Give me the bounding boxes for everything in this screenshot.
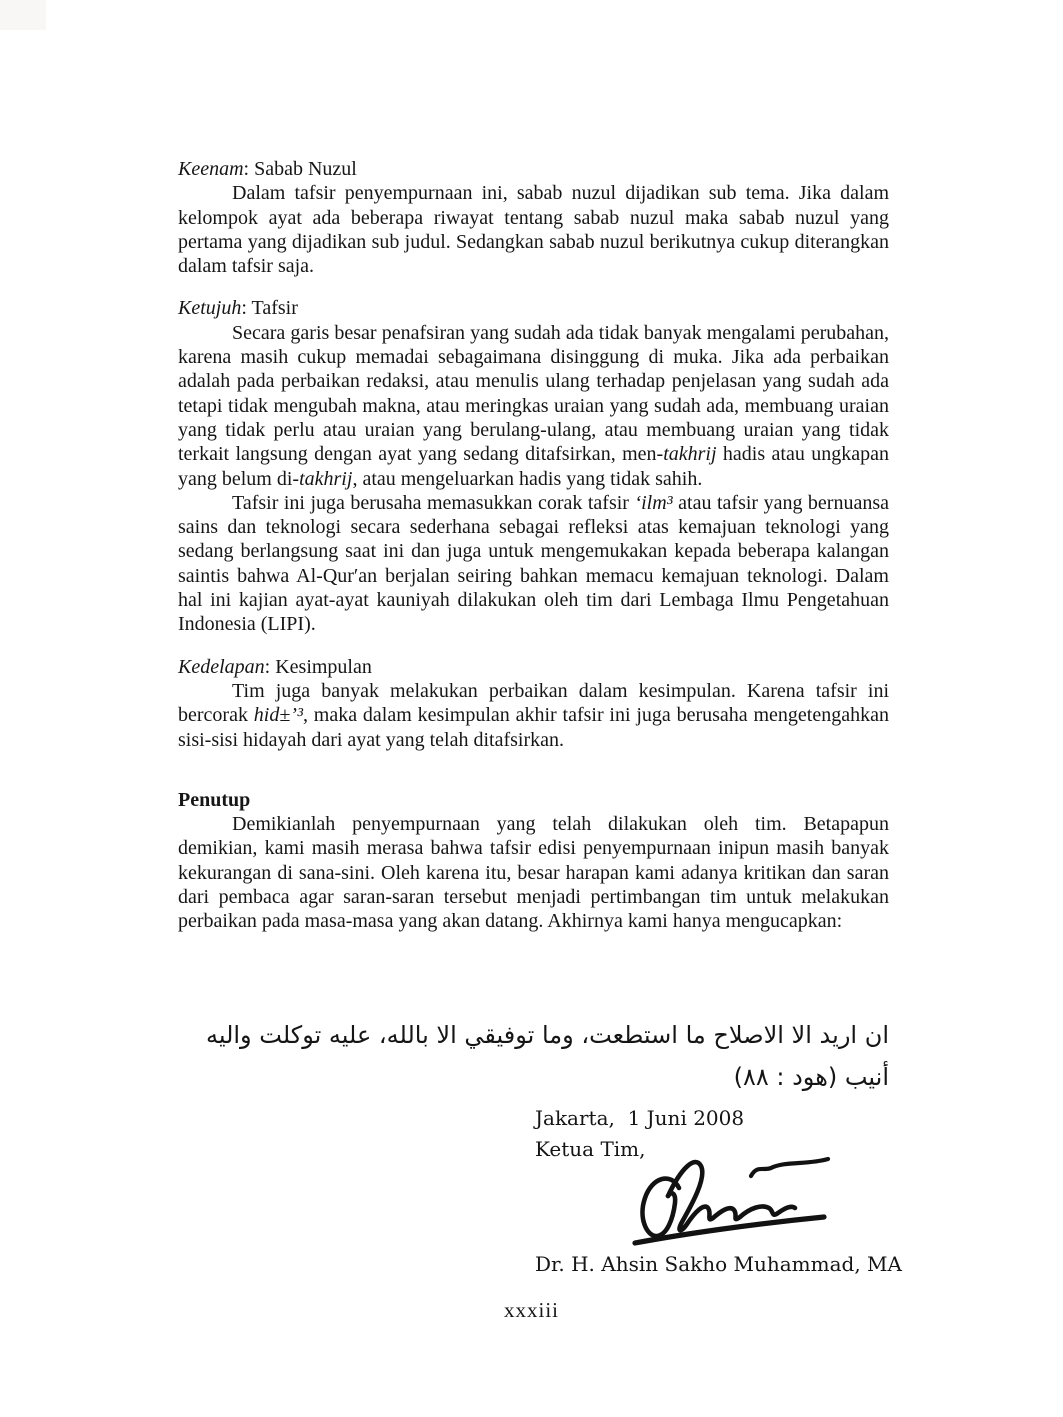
section-heading-ketujuh xyxy=(178,296,889,320)
paragraph xyxy=(178,679,889,752)
paragraph-text: , atau mengeluarkan hadis yang tidak sahih. xyxy=(352,467,703,490)
paragraph-text: Dalam tafsir penyempurnaan ini, sabab nuzul dijadikan sub tema. Jika dalam kelompok ayat ada beberapa riwayat tentang sabab nuzul maka sabab nuzul yang pertama yang dijadikan sub judul. Sedangkan sabab nuzul berikutnya cukup diterangkan dalam tafsir saja. xyxy=(178,182,889,278)
paragraph xyxy=(178,321,889,491)
page-number: xxxiii xyxy=(503,1298,559,1322)
heading-title: : Kesimpulan xyxy=(264,655,372,678)
heading-title: : Tafsir xyxy=(241,297,298,320)
signature-place-date: Jakarta, 1 Juni 2008 xyxy=(535,1106,745,1130)
scan-artifact xyxy=(0,0,46,30)
section-keenam xyxy=(178,157,889,278)
section-penutup xyxy=(178,788,889,934)
heading-term: Ketujuh xyxy=(178,297,242,320)
section-kedelapan xyxy=(178,655,889,752)
paragraph-text: Secara garis besar penafsiran yang sudah ada tidak banyak mengalami perubahan, karena masih cukup memadai sebagaimana disinggung di muka. Jika ada perbaikan adalah pada perbaikan redaksi, atau menulis ulang terhadap penjelasan yang sudah ada tetapi tidak mengubah makna, atau meringkas uraian yang sudah ada, membuang uraian yang tidak perlu atau uraian yang berulang-ulang, atau membuang uraian yang tidak terkait langsung dengan ayat yang sedang ditafsirkan, men- xyxy=(178,321,889,466)
section-heading-penutup: Penutup xyxy=(178,788,251,811)
signature-role: Ketua Tim, xyxy=(535,1137,646,1161)
paragraph-text: Demikianlah penyempurnaan yang telah dilakukan oleh tim. Betapapun demikian, kami masih merasa bahwa tafsir edisi penyempurnaan inipun masih banyak kekurangan di sana-sini. Oleh karena itu, besar harapan kami adanya kritikan dan saran dari pembaca agar saran-saran tersebut menjadi pertimbangan tim untuk melakukan perbaikan pada masa-masa yang akan datang. Akhirnya kami hanya mengucapkan: xyxy=(178,813,889,933)
italic-term: ‘ilm³ xyxy=(634,491,673,514)
paragraph xyxy=(178,812,889,933)
arabic-verse: ان اريد الا الاصلاح ما استطعت، وما توفيقي الا بالله، عليه توكلت واليه أنيب (هود : ٨٨) xyxy=(205,1021,889,1091)
section-heading-kedelapan xyxy=(178,655,889,679)
paragraph-text: atau tafsir yang bernuansa sains dan teknologi secara sederhana sebagai refleksi atas kemajuan teknologi yang sedang berlangsung saat ini dan juga untuk mengemukakan kepada beberapa kalangan saintis bahwa Al-Qur′an berjalan seiring bahkan memacu kemajuan teknologi. Dalam hal ini kajian ayat-ayat kauniyah dilakukan oleh tim dari Lembaga Ilmu Pengetahuan Indonesia (LIPI). xyxy=(178,491,890,636)
signature-image xyxy=(621,1146,841,1248)
paragraph-text: , maka dalam kesimpulan akhir tafsir ini juga berusaha mengetengahkan sisi-sisi hidayah dari ayat yang telah ditafsirkan. xyxy=(178,704,889,751)
paragraph-text: Tafsir ini juga berusaha memasukkan corak tafsir xyxy=(232,491,635,514)
paragraph xyxy=(178,491,889,637)
page-body xyxy=(178,157,889,952)
signature-name: Dr. H. Ahsin Sakho Muhammad, MA xyxy=(535,1252,902,1276)
signature-block xyxy=(535,1106,955,1286)
italic-term: takhrij xyxy=(663,443,717,466)
heading-title: : Sabab Nuzul xyxy=(243,158,357,180)
section-heading-keenam xyxy=(178,157,889,181)
paragraph-text: hadis atau ungkapan yang belum di- xyxy=(178,443,890,490)
paragraph-text: Tim juga banyak melakukan perbaikan dalam kesimpulan. Karena tafsir ini bercorak xyxy=(178,679,889,727)
italic-term: hid±’³ xyxy=(253,704,303,727)
section-ketujuh xyxy=(178,296,889,636)
paragraph xyxy=(178,181,889,278)
heading-term: Kedelapan xyxy=(178,655,265,678)
italic-term: takhrij xyxy=(299,467,353,490)
heading-term: Keenam xyxy=(178,158,244,180)
